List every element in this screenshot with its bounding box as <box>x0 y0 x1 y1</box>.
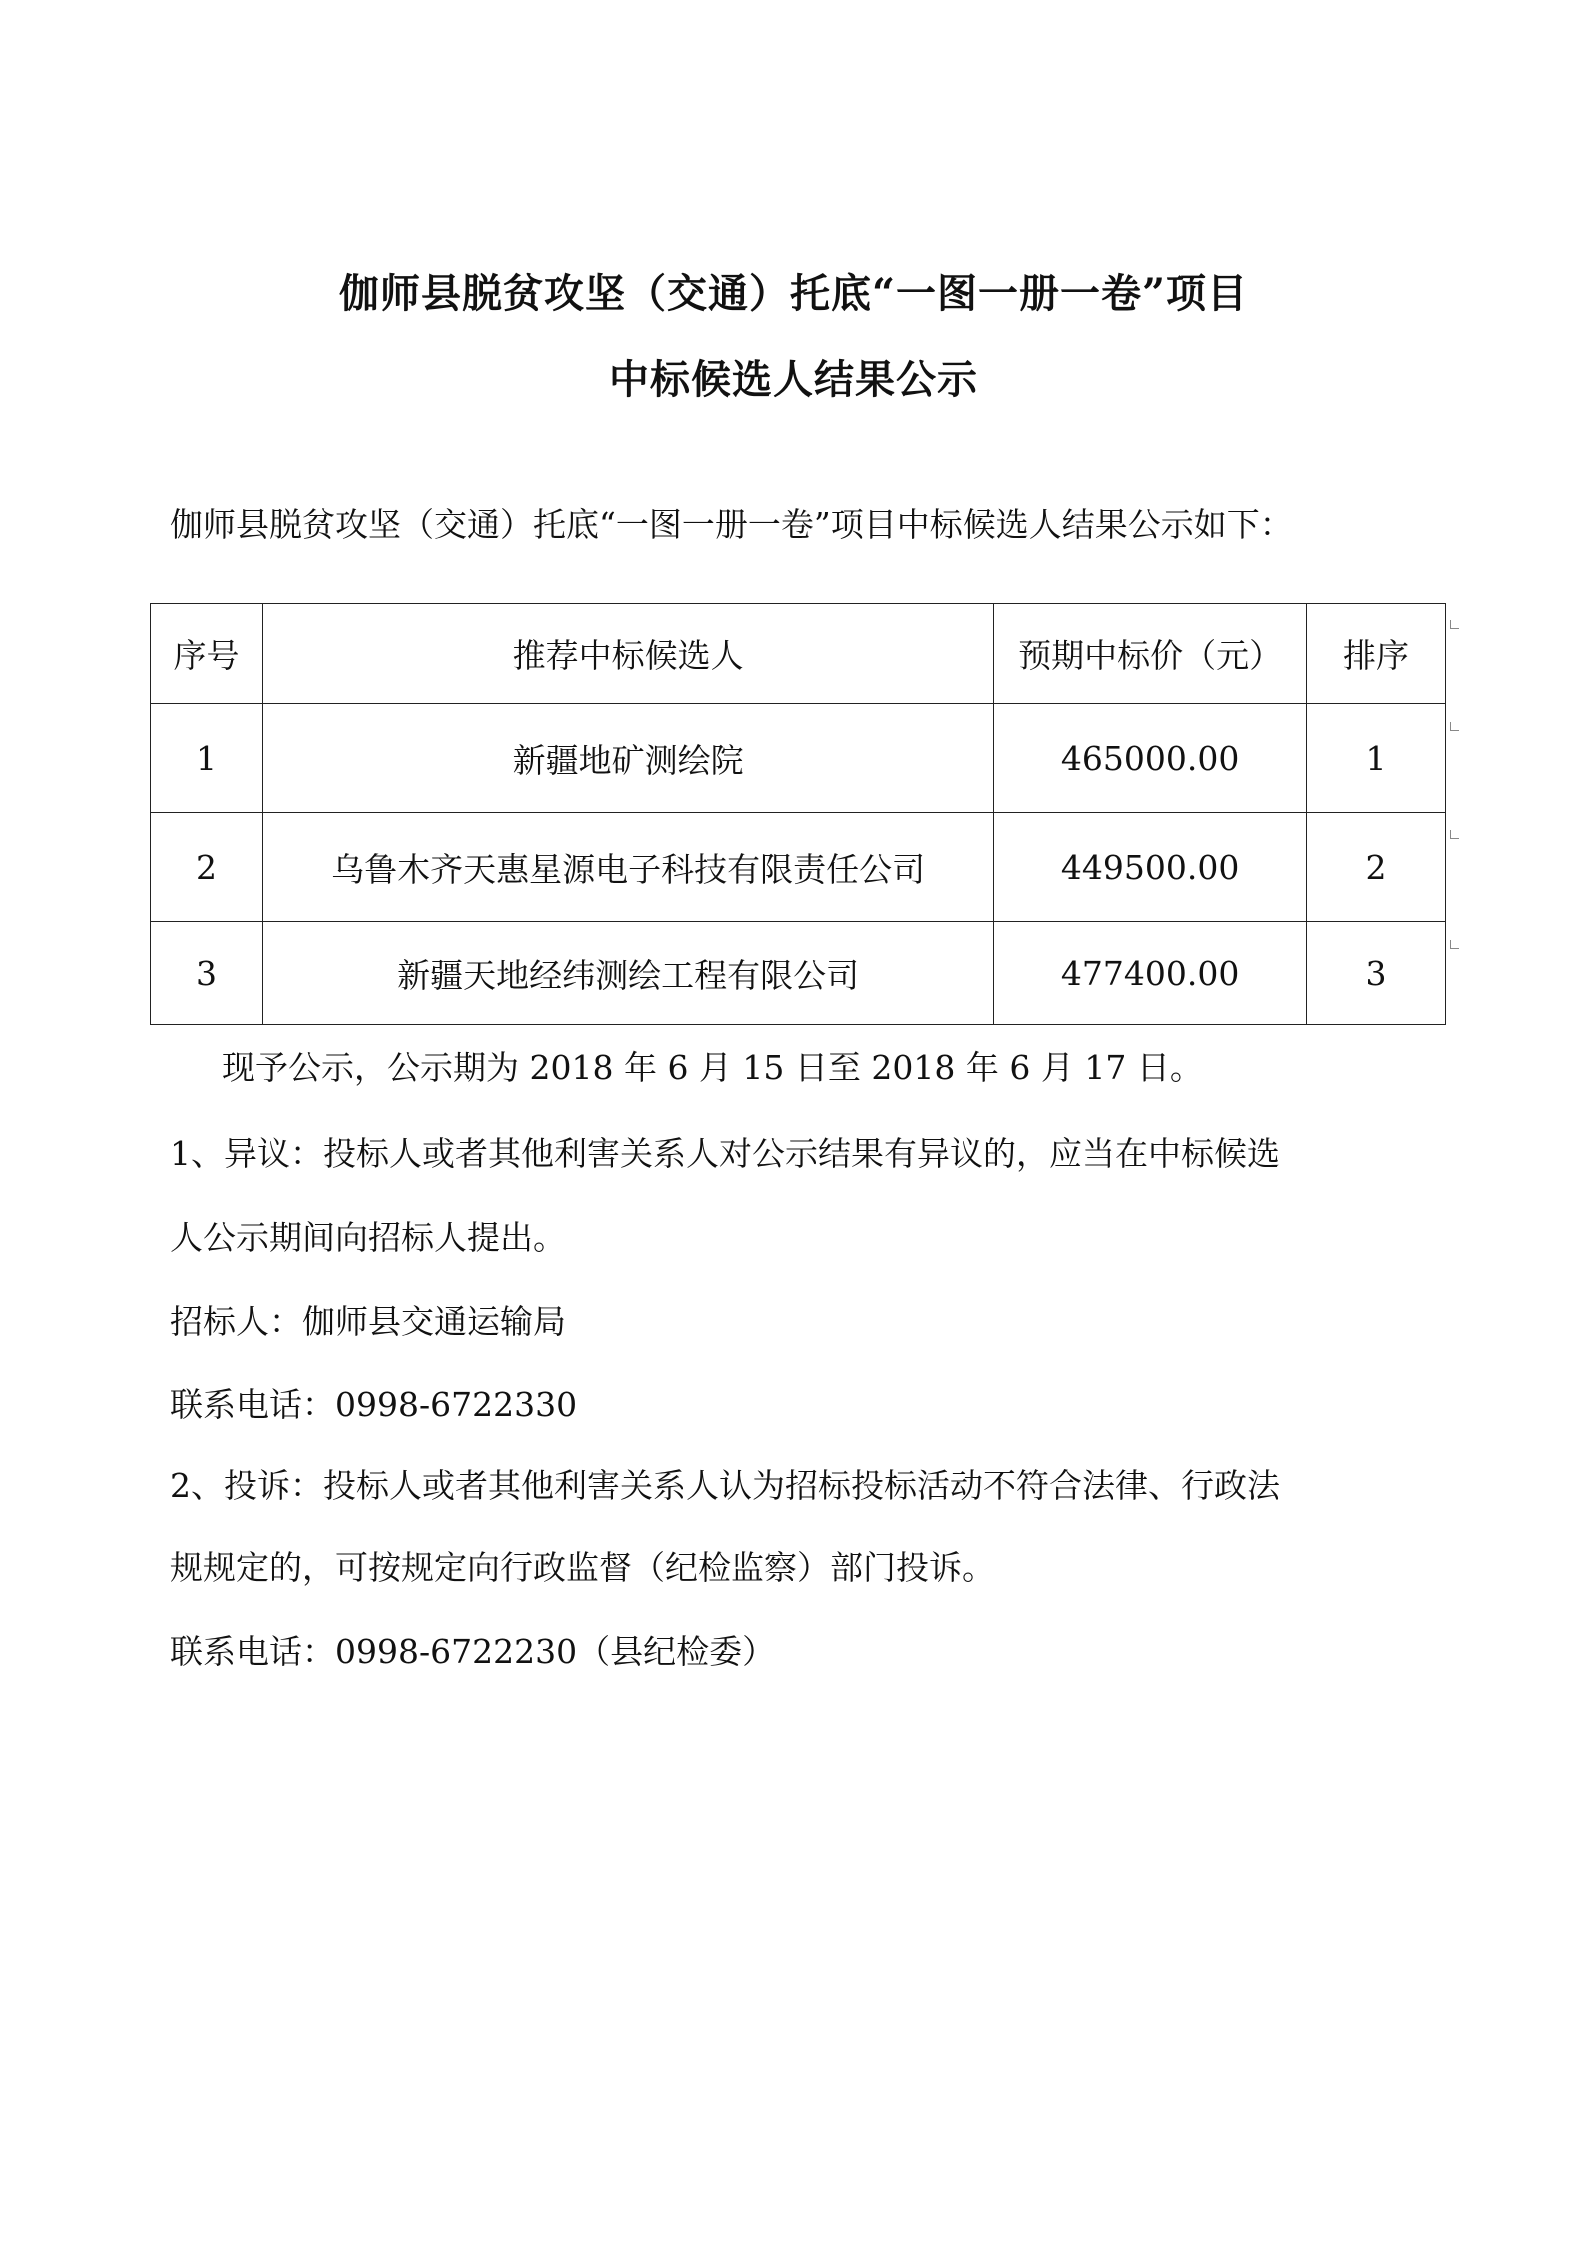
cell-price: 465000.00 <box>994 704 1307 813</box>
cell-candidate: 新疆地矿测绘院 <box>262 704 993 813</box>
cell-rank: 3 <box>1307 922 1446 1025</box>
title-line-1: 伽师县脱贫攻坚（交通）托底“一图一册一卷”项目 <box>338 270 1248 317</box>
table-row <box>151 922 1446 1025</box>
objection-line-2: 人公示期间向招标人提出。 <box>170 1218 566 1257</box>
cell-no: 2 <box>151 813 263 922</box>
cell-rank: 2 <box>1307 813 1446 922</box>
cell-candidate: 新疆天地经纬测绘工程有限公司 <box>262 922 993 1025</box>
cell-candidate: 乌鲁木齐天惠星源电子科技有限责任公司 <box>262 813 993 922</box>
title-line-2: 中标候选人结果公示 <box>609 356 978 403</box>
row-end-mark <box>1450 620 1459 629</box>
table-row <box>151 704 1446 813</box>
header-rank: 排序 <box>1307 604 1446 704</box>
cell-no: 1 <box>151 704 263 813</box>
header-candidate: 推荐中标候选人 <box>262 604 993 704</box>
contact-phone-2: 联系电话：0998-6722230（县纪检委） <box>170 1632 776 1671</box>
header-price: 预期中标价（元） <box>994 604 1307 704</box>
notice-period-text: 现予公示，公示期为 2018 年 6 月 15 日至 2018 年 6 月 17 日。 <box>222 1048 1203 1087</box>
cell-rank: 1 <box>1307 704 1446 813</box>
row-end-mark <box>1450 940 1459 949</box>
objection-line-1: 1、异议：投标人或者其他利害关系人对公示结果有异议的，应当在中标候选 <box>170 1134 1280 1173</box>
complaint-line-2: 规规定的，可按规定向行政监督（纪检监察）部门投诉。 <box>170 1548 995 1587</box>
row-end-mark <box>1450 722 1459 731</box>
tenderer-text: 招标人：伽师县交通运输局 <box>170 1302 566 1341</box>
row-end-mark <box>1450 830 1459 839</box>
contact-phone-1: 联系电话：0998-6722330 <box>170 1385 578 1424</box>
cell-price: 449500.00 <box>994 813 1307 922</box>
intro-text: 伽师县脱贫攻坚（交通）托底“一图一册一卷”项目中标候选人结果公示如下： <box>170 505 1293 544</box>
candidates-table <box>150 603 1446 1025</box>
cell-price: 477400.00 <box>994 922 1307 1025</box>
table-row <box>151 813 1446 922</box>
cell-no: 3 <box>151 922 263 1025</box>
complaint-line-1: 2、投诉：投标人或者其他利害关系人认为招标投标活动不符合法律、行政法 <box>170 1466 1280 1505</box>
table-header-row <box>151 604 1446 704</box>
header-no: 序号 <box>151 604 263 704</box>
